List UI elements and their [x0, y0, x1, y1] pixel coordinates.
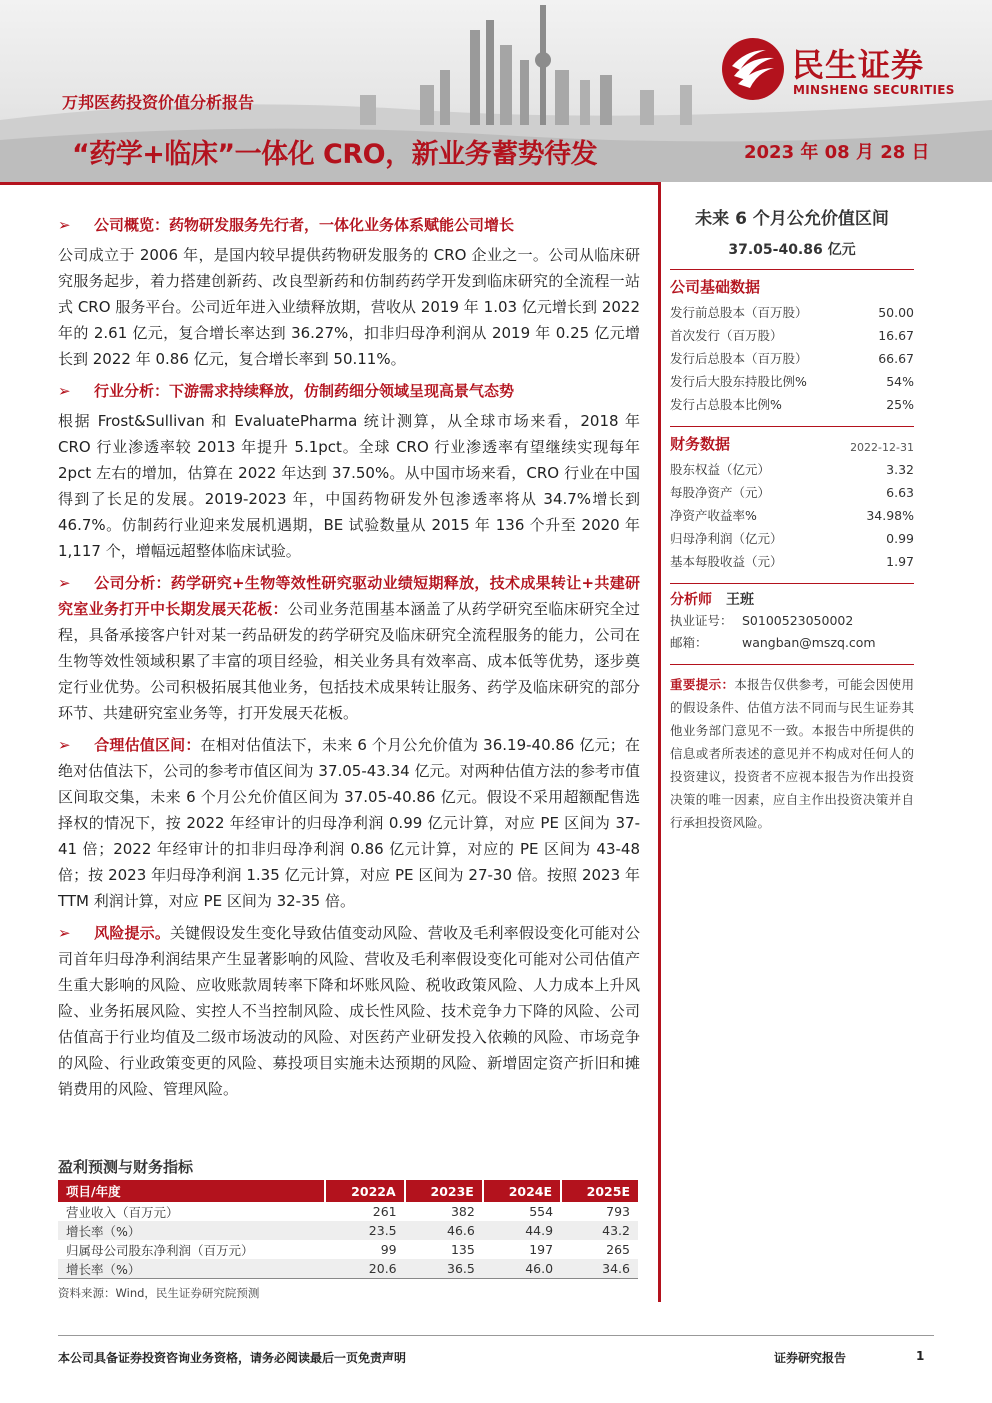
basic-data-list [670, 301, 914, 416]
table-header: 2023E [405, 1180, 483, 1202]
list-item: 发行后总股本（百万股） 66.67 [670, 351, 914, 366]
sidebar [670, 204, 914, 834]
forecast-table-title: 盈利预测与财务指标 [58, 1158, 194, 1176]
sidebar-divider [670, 664, 914, 665]
column-divider [658, 182, 661, 1302]
section-body: 关键假设发生变化导致估值变动风险、营收及毛利率假设变化可能对公司首年归母净利润结果产生显著影响的风险、营收及毛利率假设变化可能对公司估值产生重大影响的风险、应收账款周转率下降和坏账风险、税收政策风险、人力成本上升风险、业务拓展风险、实控人不当控制风险、成长性风险、技术竞争力下降的风险、公司估值高于行业均值及二级市场波动的风险、对医药产业研发投入依赖的风险、市场竞争的风险、行业政策变更的风险、募投项目实施未达预期的风险、新增固定资产折旧和摊销费用的风险、管理风险。 [58, 924, 640, 1098]
list-item: 每股净资产（元） 6.63 [670, 485, 914, 500]
table-header: 2024E [483, 1180, 561, 1202]
table-row: 增长率（%） 20.6 36.5 46.0 34.6 [58, 1259, 638, 1279]
sidebar-divider [670, 583, 914, 584]
section-body: 公司成立于 2006 年，是国内较早提供药物研发服务的 CRO 企业之一。公司从临床研究服务起步，着力搭建创新药、改良型新药和仿制药药学开发到临床研究的全流程一站式 CRO 服务平台。公司近年进入业绩释放期，营收从 2019 年 1.03 亿元增长到 2022 年的 2.61 亿元，复合增长率达到 36.27%，扣非归母净利润从 2019 年 0.25 亿元增长到 2022 年 0.86 亿元，复合增长率到 50.11%。 [58, 246, 640, 368]
cert-number: S0100523050002 [742, 613, 854, 628]
fair-value-title: 未来 6 个月公允价值区间 [695, 209, 889, 229]
section-industry [58, 378, 640, 564]
arrow-bullet-icon: ➢ [58, 574, 71, 592]
section-risk [58, 920, 640, 1102]
email-row: 邮箱： wangban@mszq.com [670, 632, 914, 654]
main-content [58, 212, 640, 1108]
section-body: 在相对估值法下，未来 6 个月公允价值为 36.19-40.86 亿元；在绝对估值法下，公司的参考市值区间为 37.05-43.34 亿元。对两种估值方法的参考市值区间取交集，未来 6 个月公允价值区间为 37.05-40.86 亿元。假设不采用超额配售选择权的情况下，按 2022 年经审计的归母净利润 0.99 亿元计算，对应 PE 区间为 37-41 倍；2022 年经审计的扣非归母净利润 0.86 亿元计算，对应的 PE 区间为 43-48 倍；按 2023 年归母净利润 1.35 亿元计算，对应 PE 区间为 27-30 倍。按照 2023 年 TTM 利润计算，对应 PE 区间为 32-35 倍。 [58, 736, 640, 910]
list-item: 归母净利润（亿元） 0.99 [670, 531, 914, 546]
minsheng-logo-icon [720, 36, 786, 102]
list-item: 发行前总股本（百万股） 50.00 [670, 305, 914, 320]
table-header: 项目/年度 [58, 1180, 325, 1202]
analyst-email: wangban@mszq.com [742, 635, 876, 650]
financial-data-date: 2022-12-31 [850, 441, 914, 454]
fair-value-range: 37.05-40.86 亿元 [728, 242, 856, 258]
header-divider [0, 182, 660, 185]
table-header: 2025E [561, 1180, 638, 1202]
important-notice [670, 673, 914, 834]
page-number: 1 [916, 1349, 925, 1363]
basic-data-title [670, 276, 914, 297]
header-banner [0, 0, 992, 182]
analyst-name: 王班 [726, 592, 754, 608]
section-heading: 风险提示。 [94, 924, 170, 942]
arrow-bullet-icon: ➢ [58, 924, 71, 942]
section-company [58, 570, 640, 726]
table-row: 归属母公司股东净利润（百万元） 99 135 197 265 [66, 1242, 630, 1258]
analyst-label: 分析师 [670, 592, 712, 608]
sidebar-divider [670, 426, 914, 427]
section-heading: 行业分析：下游需求持续释放，仿制药细分领域呈现高景气态势 [94, 382, 515, 400]
notice-heading: 重要提示： [670, 677, 735, 692]
list-item: 净资产收益率% 34.98% [670, 508, 914, 523]
cert-row: 执业证号： S0100523050002 [670, 610, 914, 632]
analyst [670, 588, 914, 610]
arrow-bullet-icon: ➢ [58, 216, 71, 234]
financial-data-list [670, 458, 914, 573]
section-heading: 公司概览：药物研发服务先行者，一体化业务体系赋能公司增长 [94, 216, 515, 234]
table-header: 2022A [325, 1180, 405, 1202]
arrow-bullet-icon: ➢ [58, 736, 71, 754]
report-headline: “药学+临床”一体化 CRO，新业务蓄势待发 [72, 139, 598, 170]
logo-text-en: MINSHENG SECURITIES [793, 83, 955, 97]
section-valuation [58, 732, 640, 914]
report-date: 2023 年 08 月 28 日 [744, 142, 930, 163]
table-row: 营业收入（百万元） 261 382 554 793 [66, 1204, 630, 1220]
table-row: 增长率（%） 23.5 46.6 44.9 43.2 [58, 1221, 638, 1240]
logo-text-cn: 民生证券 [792, 46, 925, 84]
section-body: 根据 Frost&Sullivan 和 EvaluatePharma 统计测算，从全球市场来看，2018 年 CRO 行业渗透率较 2013 年提升 5.1pct。全球 CRO 行业渗透率有望继续实现每年 2pct 左右的增加，估算在 2022 年达到 37.50%。从中国市场来看，CRO 行业在中国得到了长足的发展。2019-2023 年，中国药物研发外包渗透率将从 34.7%增长到 46.7%。仿制药行业迎来发展机遇期，BE 试验数量从 2015 年 136 个升至 2020 年 1,117 个，增幅远超整体临床试验。 [58, 412, 640, 560]
sidebar-divider [670, 269, 914, 270]
basic-data-heading: 公司基础数据 [670, 278, 761, 296]
list-item: 发行后大股东持股比例% 54% [670, 374, 914, 389]
section-overview [58, 212, 640, 372]
notice-body: 本报告仅供参考，可能会因使用的假设条件、估值方法不同而与民生证券其他业务部门意见不一致。本报告中所提供的信息或者所表述的意见并不构成对任何人的投资建议，投资者不应视本报告为作出投资决策的唯一因素，应自主作出投资决策并自行承担投资风险。 [670, 677, 914, 830]
financial-data-heading: 财务数据 [670, 435, 731, 453]
section-heading: 公司分析：药学研究+生物等效性研究驱动业绩短期释放，技术成果转让+共建研究室业务打开中长期发展天花板： [58, 574, 640, 618]
list-item: 发行占总股本比例% 25% [670, 397, 914, 412]
footer-report-label: 证券研究报告 [774, 1351, 847, 1365]
list-item: 首次发行（百万股） 16.67 [670, 328, 914, 343]
list-item: 基本每股收益（元） 1.97 [670, 554, 914, 569]
section-body: 公司业务范围基本涵盖了从药学研究至临床研究全过程，具备承接客户针对某一药品研发的药学研究及临床研究全流程服务的能力，公司在生物等效性领域积累了丰富的项目经验，相关业务具有效率高、成本低等优势，逐步奠定行业优势。公司积极拓展其他业务，包括技术成果转让服务、药学及临床研究的部分环节、共建研究室业务等，打开发展天花板。 [58, 600, 640, 722]
section-heading: 合理估值区间： [94, 736, 201, 754]
forecast-table [58, 1180, 638, 1279]
table-source: 资料来源：Wind，民生证券研究院预测 [58, 1286, 260, 1300]
financial-data-title [670, 433, 914, 454]
footer-disclaimer: 本公司具备证券投资咨询业务资格，请务必阅读最后一页免责声明 [58, 1351, 407, 1365]
arrow-bullet-icon: ➢ [58, 382, 71, 400]
list-item: 股东权益（亿元） 3.32 [670, 462, 914, 477]
report-type: 万邦医药投资价值分析报告 [62, 93, 255, 112]
company-logo [720, 36, 970, 106]
footer-divider [58, 1335, 934, 1336]
table-header-row [58, 1180, 638, 1202]
